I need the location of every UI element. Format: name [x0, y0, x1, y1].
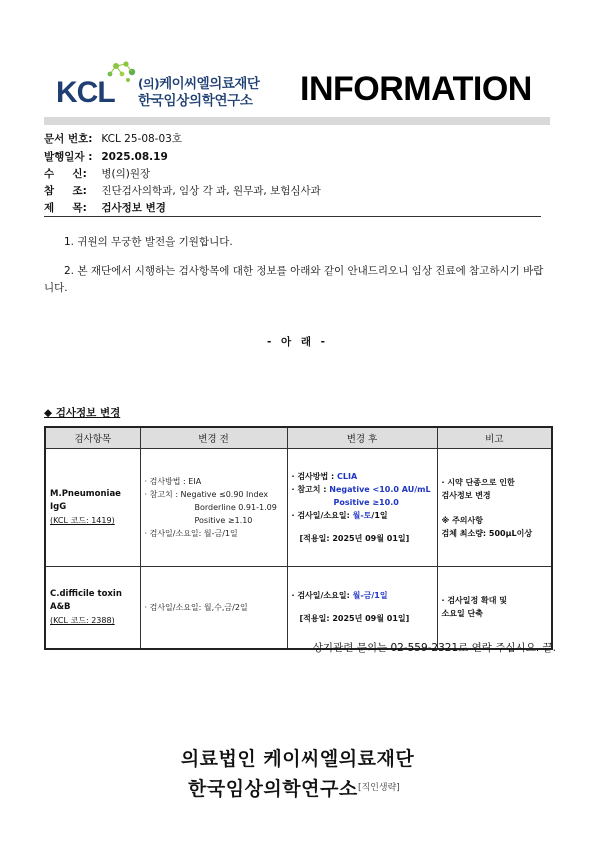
meta-issue-date	[44, 149, 168, 164]
footer-org-line1: 의료법인 케이씨엘의료재단	[180, 748, 415, 770]
item-code: (KCL 코드: 1419)	[50, 516, 115, 525]
after-cell	[287, 567, 437, 649]
before-ref-positive: Positive ≥1.10	[194, 516, 253, 525]
org-name-text: 케이씨엘의료재단	[159, 76, 260, 92]
meta-recipient	[44, 166, 150, 181]
meta-label: 수 신:	[44, 168, 87, 180]
item-cell	[45, 449, 140, 567]
after-method-label: · 검사방법 :	[291, 472, 338, 481]
before-schedule: · 검사일/소요일: 월-금/1일	[144, 529, 238, 538]
meta-value: 진단검사의학과, 임상 각 과, 원무과, 보험심사과	[101, 185, 321, 197]
body-paragraph-2: 2. 본 재단에서 시행하는 검사항목에 대한 정보를 아래와 같이 안내드리오니 임상 진료에 참고하시기 바랍니다.	[44, 265, 544, 294]
header-divider-bar	[44, 117, 550, 125]
meta-value: 병(의)원장	[101, 168, 151, 180]
kcl-logo	[56, 60, 140, 106]
after-method	[292, 470, 433, 483]
test-info-table	[44, 426, 553, 650]
before-ref-borderline: Borderline 0.91-1.09	[194, 503, 277, 512]
after-schedule	[292, 589, 433, 602]
before-method: · 검사방법 : EIA	[144, 477, 202, 486]
item-code: (KCL 코드: 2388)	[50, 615, 115, 625]
body-paragraph-1: 1. 귀원의 무궁한 발전을 기원합니다.	[64, 236, 233, 248]
meta-label: 제 목:	[44, 202, 87, 214]
header-item: 검사항목	[45, 427, 140, 449]
note-specimen: 검체 최소량: 500μL이상	[441, 528, 533, 538]
meta-divider	[44, 216, 541, 217]
after-method-value: CLIA	[337, 472, 358, 481]
item-name: M.Pneumoniae IgG	[50, 489, 121, 512]
note-line: 검사정보 변경	[441, 490, 491, 500]
note-line: 소요일 단축	[441, 609, 483, 619]
meta-doc-number	[44, 131, 182, 146]
meta-label: 문서 번호:	[44, 133, 93, 145]
meta-subject	[44, 200, 166, 215]
meta-label: 참 조:	[44, 185, 87, 197]
org-name-line2: 한국임상의학연구소	[138, 93, 253, 109]
item-name: C.difficile toxin A&B	[50, 588, 122, 612]
table-row	[45, 449, 552, 567]
note-line: · 검사일정 확대 및	[441, 596, 507, 606]
after-ref	[292, 483, 433, 496]
footer-org-line2: 한국임상의학연구소	[188, 778, 358, 800]
document-title: INFORMATION	[300, 70, 532, 108]
org-prefix: (의)	[138, 77, 160, 91]
after-schedule-label: · 검사일/소요일:	[291, 511, 353, 520]
after-ref-positive: Positive ≥10.0	[333, 498, 399, 507]
before-ref-negative: · 참고치 : Negative ≤0.90 Index	[144, 490, 269, 499]
below-marker: - 아 래 -	[267, 336, 328, 348]
apply-date: [적용일: 2025년 09월 01일]	[299, 534, 410, 543]
after-schedule-suffix: /1일	[371, 511, 388, 520]
before-cell	[140, 567, 287, 649]
section-heading: ◆ 검사정보 변경	[44, 407, 121, 419]
after-schedule-value: 월-토	[352, 511, 372, 520]
table-header-row	[45, 427, 552, 449]
contact-info: 상기관련 문의는 02-559-2321로 연락 주십시오. 끝.	[312, 642, 556, 654]
after-ref-negative: Negative <10.0 AU/mL	[329, 485, 431, 494]
after-schedule-label: · 검사일/소요일:	[291, 591, 353, 601]
note-cell	[437, 567, 552, 649]
header-after: 변경 후	[287, 427, 437, 449]
meta-value: KCL 25-08-03호	[101, 133, 182, 145]
table-row	[45, 567, 552, 649]
apply-date: [적용일: 2025년 09월 01일]	[299, 614, 410, 624]
meta-label: 발행일자 :	[44, 151, 93, 163]
after-schedule	[292, 509, 433, 522]
item-cell	[45, 567, 140, 649]
after-schedule-value: 월-금/1일	[352, 591, 388, 601]
logo-text: KCL	[56, 76, 115, 106]
meta-value: 검사정보 변경	[101, 202, 166, 214]
note-line: · 시약 단종으로 인한	[441, 477, 515, 487]
header-before: 변경 전	[140, 427, 287, 449]
seal-omitted-note: [직인생략]	[358, 783, 400, 793]
meta-reference	[44, 183, 321, 198]
before-cell	[140, 449, 287, 567]
before-schedule: · 검사일/소요일: 월,수,금/2일	[144, 602, 248, 612]
note-caution: ※ 주의사항	[441, 515, 483, 525]
meta-value: 2025.08.19	[101, 151, 168, 163]
after-ref-label: · 참고치 :	[291, 485, 330, 494]
note-cell	[437, 449, 552, 567]
header-note: 비고	[437, 427, 552, 449]
after-cell	[287, 449, 437, 567]
